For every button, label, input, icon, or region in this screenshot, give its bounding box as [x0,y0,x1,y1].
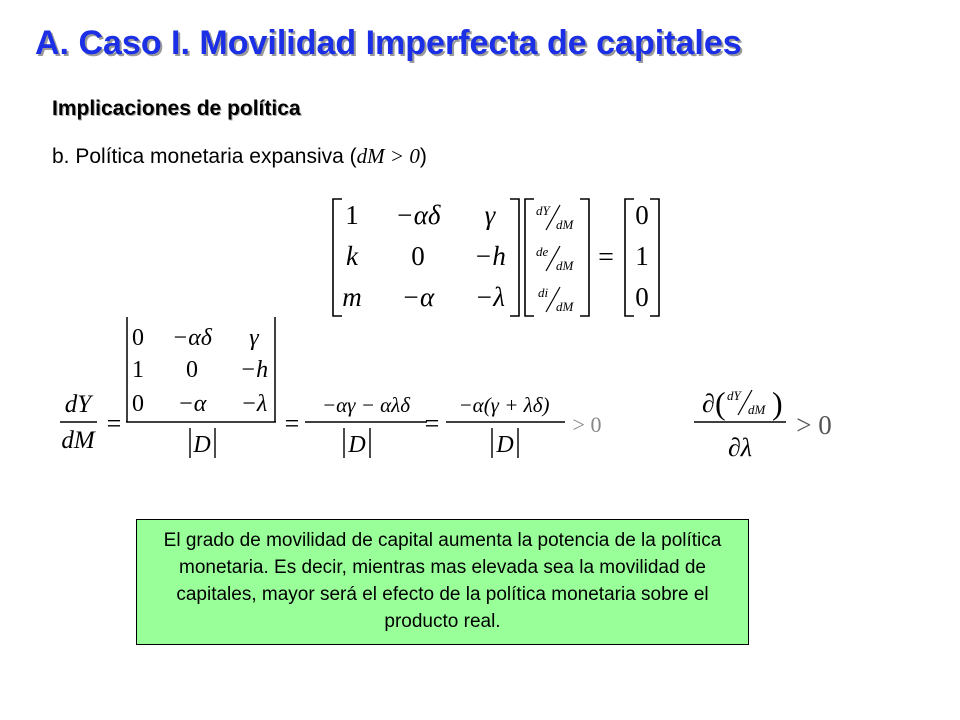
cramer-solution [60,317,601,458]
matrix-equals-sign: = [598,242,614,273]
lhs-denominator: dM [61,427,95,454]
det-1-1: 0 [132,325,144,351]
deriv-dy-numerator: dY [536,203,550,218]
deriv-dy-denominator: dM [556,217,574,232]
deriv-di-numerator: di [538,285,549,300]
coef-matrix-left-bracket [333,199,342,316]
step2-numerator: −αγ − αλδ [321,393,411,417]
equals-sign-3: = [424,409,440,438]
slide-title: A. Caso I. Movilidad Imperfecta de capitales [35,24,742,62]
lhs-numerator: dY [64,391,92,418]
partial-inner-denominator: dM [748,402,766,417]
det-3-3: −λ [240,391,268,417]
rhs-3: 0 [635,282,649,312]
partial-open-paren: ( [715,385,726,421]
det-1-2: −αδ [172,325,212,351]
partial-relation: > 0 [796,410,832,440]
coef-3-1: m [342,282,362,312]
slide-subtitle: Implicaciones de política [52,97,301,120]
step3-numerator: −α(γ + λδ) [458,393,550,417]
conclusion-note [136,519,749,645]
coef-2-2: 0 [411,241,425,271]
det-3-1: 0 [132,391,144,417]
det-2-3: −h [239,357,269,383]
cramer-relation: > 0 [572,412,602,437]
deriv-vector-left-bracket [525,199,534,316]
partial-symbol: ∂ [702,389,715,418]
partial-close-paren: ) [772,385,783,421]
coef-1-3: γ [484,200,496,230]
deriv-de-denominator: dM [556,258,574,273]
abs-d-3: D [496,432,514,458]
conclusion-note-text: El grado de movilidad de capital aumenta la potencia de la política monetaria. Es decir, mientras mas elevada sea la movilidad de capitales, mayor será el efecto de la política monetaria sobre el producto real. [163,530,722,632]
coef-1-1: 1 [345,200,359,230]
det-2-1: 1 [132,357,144,383]
coef-1-2: −αδ [395,200,441,230]
det-3-2: −α [177,391,207,417]
coef-2-3: −h [474,241,506,271]
equals-sign-1: = [106,409,122,438]
rhs-vector-left-bracket [625,199,634,316]
rhs-vector-right-bracket [650,199,659,316]
coef-matrix-right-bracket [510,199,519,316]
det-1-3: γ [249,325,259,351]
det-2-2: 0 [186,357,198,383]
deriv-de-numerator: de [536,244,549,259]
coef-2-1: k [346,241,358,271]
rhs-1: 0 [635,200,649,230]
matrix-system [333,199,659,316]
rhs-2: 1 [635,241,649,271]
coef-3-2: −α [401,282,435,312]
partial-wrt: ∂λ [727,433,753,462]
partial-inner-numerator: dY [727,388,741,403]
policy-item-suffix: ) [419,145,427,168]
deriv-vector-right-bracket [580,199,589,316]
policy-item-prefix: b. Política monetaria expansiva ( [52,145,357,168]
deriv-di-denominator: dM [556,299,574,314]
coef-3-3: −λ [475,282,505,312]
abs-d-1: D [193,432,211,458]
policy-item-condition: dM > 0 [356,144,420,168]
abs-d-2: D [348,432,366,458]
equals-sign-2: = [284,409,300,438]
partial-derivative [694,385,832,462]
